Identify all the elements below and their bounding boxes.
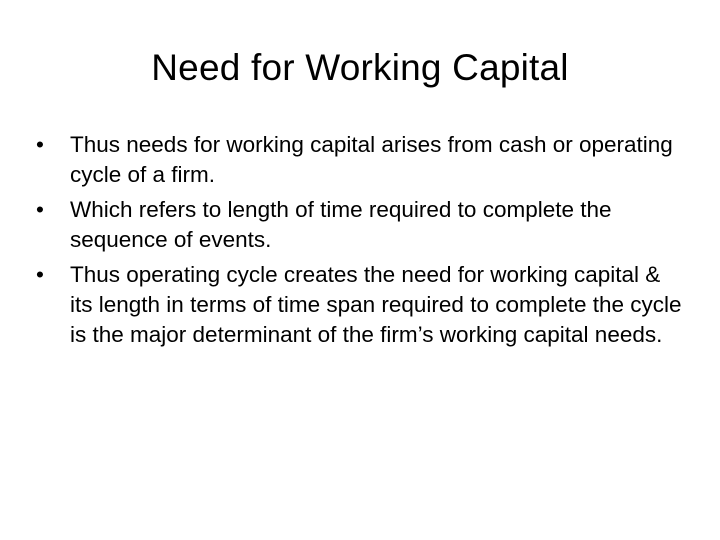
bullet-item xyxy=(36,130,686,190)
slide-title: Need for Working Capital xyxy=(151,47,569,88)
bullet-text: Thus needs for working capital arises from cash or operating cycle of a firm. xyxy=(70,132,673,187)
bullet-icon: • xyxy=(36,197,44,222)
bullet-item xyxy=(36,195,686,255)
bullet-text: Thus operating cycle creates the need for working capital & its length in terms of time span required to complete the cycle is the major determinant of the firm’s working capital needs. xyxy=(70,262,682,347)
bullet-icon: • xyxy=(36,132,44,157)
bullet-icon: • xyxy=(36,262,44,287)
bullet-text: Which refers to length of time required to complete the sequence of events. xyxy=(70,197,612,252)
bullet-item xyxy=(36,260,686,350)
bullet-list xyxy=(36,130,686,355)
